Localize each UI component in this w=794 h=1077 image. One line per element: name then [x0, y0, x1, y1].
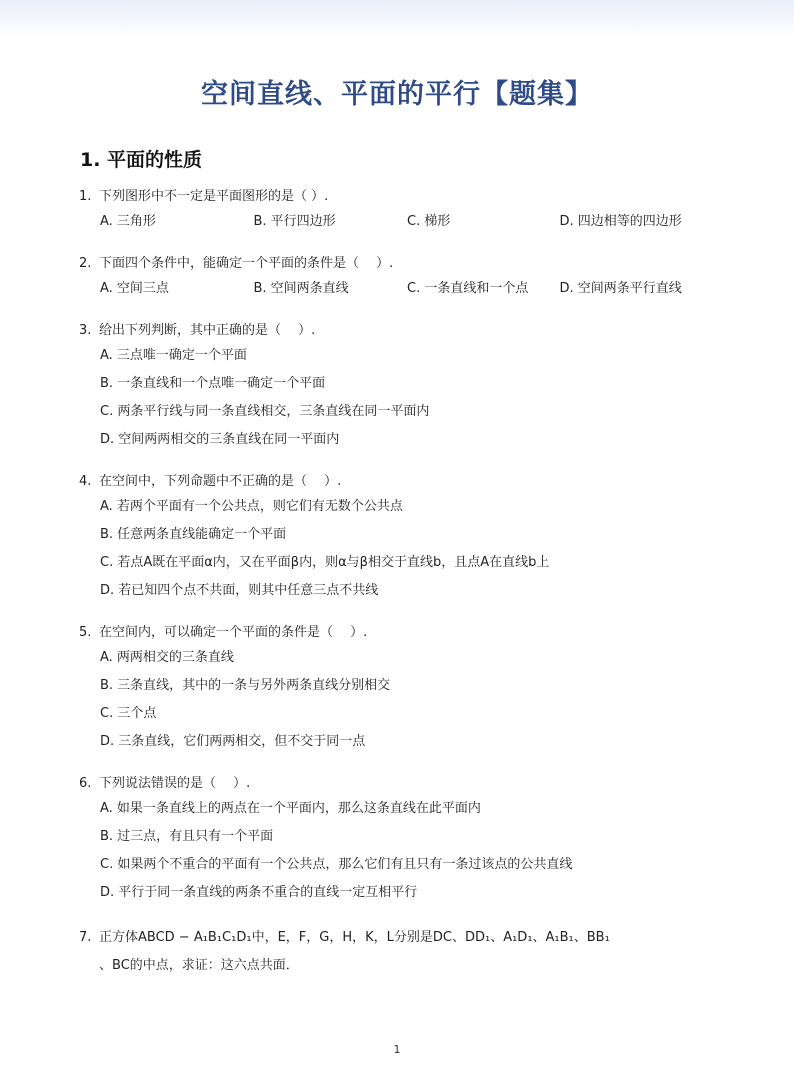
question-number: 5. [79, 625, 92, 640]
option-d: D. 四边相等的四边形 [559, 214, 682, 229]
option-a: A. 空间三点 [100, 281, 169, 296]
document-title: 空间直线、平面的平行【题集】 [201, 79, 593, 110]
options-row [100, 275, 719, 303]
question-6 [79, 773, 719, 907]
question-number: 4. [79, 474, 92, 489]
option-a: A. 三角形 [100, 214, 156, 229]
option-b: B. 过三点，有且只有一个平面 [100, 829, 274, 844]
options-list [100, 493, 719, 605]
question-number: 2. [79, 256, 92, 271]
option-a: A. 如果一条直线上的两点在一个平面内，那么这条直线在此平面内 [100, 801, 481, 816]
question-number: 6. [79, 776, 92, 791]
question-stem: 下列图形中不一定是平面图形的是（ ）. [99, 189, 329, 204]
question-number: 3. [79, 323, 92, 338]
options-list [100, 342, 719, 454]
question-5 [79, 622, 719, 756]
question-stem: 下列说法错误的是（ ）. [99, 776, 251, 791]
question-stem: 下面四个条件中，能确定一个平面的条件是（ ）. [99, 256, 394, 271]
option-d: D. 空间两两相交的三条直线在同一平面内 [100, 432, 340, 447]
option-c: C. 两条平行线与同一条直线相交，三条直线在同一平面内 [100, 404, 430, 419]
question-7 [79, 924, 719, 980]
question-list [79, 186, 719, 997]
question-stem: 在空间内，可以确定一个平面的条件是（ ）. [99, 625, 368, 640]
options-list [100, 795, 719, 907]
question-2 [79, 253, 719, 303]
option-c: C. 若点A既在平面α内，又在平面β内，则α与β相交于直线b，且点A在直线b上 [100, 555, 550, 570]
option-a: A. 两两相交的三条直线 [100, 650, 234, 665]
question-stem-continuation: 、BC的中点，求证：这六点共面． [99, 958, 299, 973]
question-stem: 在空间中，下列命题中不正确的是（ ）. [99, 474, 342, 489]
question-stem: 正方体ABCD − A₁B₁C₁D₁中，E，F，G，H，K，L分别是DC、DD₁、A₁D₁、A₁B₁、BB₁ [99, 930, 610, 945]
option-a: A. 若两个平面有一个公共点，则它们有无数个公共点 [100, 499, 403, 514]
option-b: B. 三条直线，其中的一条与另外两条直线分别相交 [100, 678, 391, 693]
option-a: A. 三点唯一确定一个平面 [100, 348, 247, 363]
option-d: D. 平行于同一条直线的两条不重合的直线一定互相平行 [100, 885, 418, 900]
header-band [0, 0, 794, 38]
question-number: 7. [79, 930, 92, 945]
question-3 [79, 320, 719, 454]
option-c: C. 三个点 [100, 706, 157, 721]
question-1 [79, 186, 719, 236]
section-heading: 1. 平面的性质 [80, 149, 203, 171]
option-b: B. 平行四边形 [253, 214, 336, 229]
question-4 [79, 471, 719, 605]
options-list [100, 644, 719, 756]
options-row [100, 208, 719, 236]
option-c: C. 如果两个不重合的平面有一个公共点，那么它们有且只有一条过该点的公共直线 [100, 857, 573, 872]
option-c: C. 一条直线和一个点 [407, 281, 529, 296]
option-d: D. 三条直线，它们两两相交，但不交于同一点 [100, 734, 366, 749]
option-d: D. 若已知四个点不共面，则其中任意三点不共线 [100, 583, 379, 598]
option-b: B. 任意两条直线能确定一个平面 [100, 527, 287, 542]
option-c: C. 梯形 [407, 214, 451, 229]
question-number: 1. [79, 189, 92, 204]
question-stem: 给出下列判断，其中正确的是（ ）. [99, 323, 316, 338]
option-b: B. 空间两条直线 [253, 281, 349, 296]
option-b: B. 一条直线和一个点唯一确定一个平面 [100, 376, 326, 391]
page-number: 1 [393, 1043, 401, 1056]
option-d: D. 空间两条平行直线 [559, 281, 682, 296]
